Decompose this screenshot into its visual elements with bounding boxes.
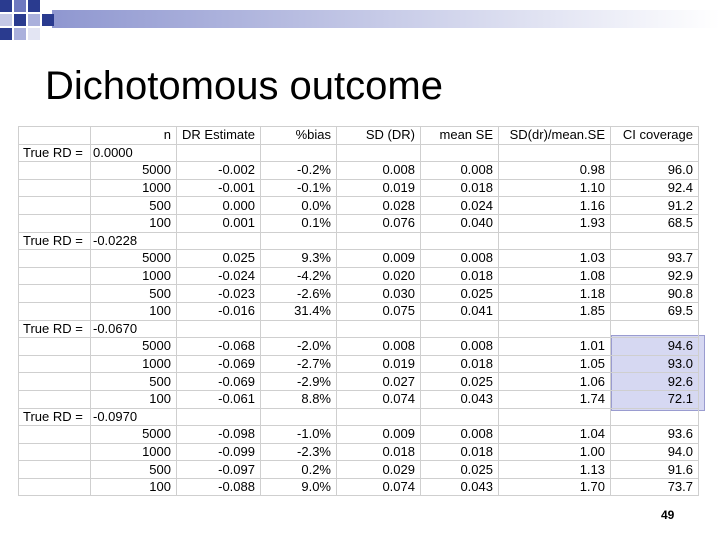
cell-mean-se: 0.025 [421,373,499,391]
empty-cell [177,320,261,338]
row-label-blank [19,285,91,303]
header-sd-dr: SD (DR) [337,127,421,145]
cell-sd-ratio: 1.18 [499,285,611,303]
table-row [19,478,699,496]
row-label-blank [19,478,91,496]
cell-ci-coverage: 73.7 [611,478,699,496]
row-label-blank [19,461,91,479]
empty-cell [177,232,261,250]
cell-sd-dr: 0.009 [337,250,421,268]
empty-cell [421,232,499,250]
cell-pct-bias: 31.4% [261,302,337,320]
cell-dr-estimate: 0.000 [177,197,261,215]
cell-sd-ratio: 1.01 [499,338,611,356]
cell-sd-ratio: 1.16 [499,197,611,215]
cell-pct-bias: 9.3% [261,250,337,268]
row-label-blank [19,214,91,232]
cell-ci-coverage: 92.9 [611,267,699,285]
cell-dr-estimate: -0.098 [177,426,261,444]
cell-pct-bias: -0.1% [261,179,337,197]
header-decoration [0,0,720,40]
cell-sd-dr: 0.008 [337,338,421,356]
cell-sd-ratio: 0.98 [499,162,611,180]
cell-ci-coverage: 93.7 [611,250,699,268]
empty-cell [261,144,337,162]
page-number: 49 [661,508,675,522]
table-row [19,338,699,356]
cell-n: 100 [91,302,177,320]
table-row [19,355,699,373]
cell-mean-se: 0.024 [421,197,499,215]
empty-cell [337,232,421,250]
cell-ci-coverage: 94.6 [611,338,699,356]
header-pct-bias: %bias [261,127,337,145]
cell-sd-ratio: 1.93 [499,214,611,232]
empty-cell [261,232,337,250]
cell-sd-dr: 0.008 [337,162,421,180]
cell-dr-estimate: 0.001 [177,214,261,232]
cell-sd-dr: 0.074 [337,478,421,496]
cell-mean-se: 0.008 [421,426,499,444]
group-header-row [19,144,699,162]
empty-cell [337,408,421,426]
cell-pct-bias: 9.0% [261,478,337,496]
cell-dr-estimate: -0.097 [177,461,261,479]
cell-dr-estimate: -0.099 [177,443,261,461]
empty-cell [421,320,499,338]
true-rd-label: True RD = [19,408,91,426]
results-grid [18,126,699,496]
cell-ci-coverage: 91.6 [611,461,699,479]
cell-sd-dr: 0.009 [337,426,421,444]
cell-sd-ratio: 1.70 [499,478,611,496]
cell-n: 100 [91,478,177,496]
cell-n: 1000 [91,267,177,285]
row-label-blank [19,179,91,197]
cell-sd-dr: 0.074 [337,390,421,408]
true-rd-value: -0.0970 [91,408,177,426]
header-cell-blank [19,127,91,145]
cell-mean-se: 0.018 [421,443,499,461]
cell-mean-se: 0.025 [421,285,499,303]
table-row [19,285,699,303]
table-row [19,179,699,197]
row-label-blank [19,443,91,461]
cell-dr-estimate: -0.016 [177,302,261,320]
cell-n: 100 [91,390,177,408]
cell-ci-coverage: 69.5 [611,302,699,320]
row-label-blank [19,373,91,391]
cell-n: 5000 [91,162,177,180]
cell-sd-ratio: 1.10 [499,179,611,197]
cell-mean-se: 0.018 [421,179,499,197]
empty-cell [499,144,611,162]
cell-pct-bias: -2.9% [261,373,337,391]
table-row [19,426,699,444]
cell-n: 500 [91,285,177,303]
row-label-blank [19,267,91,285]
row-label-blank [19,426,91,444]
cell-ci-coverage: 92.4 [611,179,699,197]
cell-dr-estimate: -0.068 [177,338,261,356]
table-row [19,250,699,268]
cell-pct-bias: -2.7% [261,355,337,373]
cell-sd-ratio: 1.08 [499,267,611,285]
empty-cell [611,232,699,250]
cell-mean-se: 0.008 [421,162,499,180]
cell-sd-dr: 0.029 [337,461,421,479]
table-row [19,267,699,285]
cell-sd-ratio: 1.04 [499,426,611,444]
cell-dr-estimate: -0.061 [177,390,261,408]
group-header-row [19,408,699,426]
cell-pct-bias: 0.1% [261,214,337,232]
cell-dr-estimate: -0.001 [177,179,261,197]
cell-n: 1000 [91,355,177,373]
cell-sd-dr: 0.020 [337,267,421,285]
cell-dr-estimate: -0.023 [177,285,261,303]
cell-sd-ratio: 1.05 [499,355,611,373]
cell-dr-estimate: 0.025 [177,250,261,268]
true-rd-label: True RD = [19,232,91,250]
cell-pct-bias: -1.0% [261,426,337,444]
cell-ci-coverage: 94.0 [611,443,699,461]
cell-sd-dr: 0.019 [337,179,421,197]
table-row [19,197,699,215]
cell-pct-bias: 8.8% [261,390,337,408]
cell-mean-se: 0.043 [421,478,499,496]
empty-cell [499,408,611,426]
cell-sd-dr: 0.076 [337,214,421,232]
row-label-blank [19,390,91,408]
cell-dr-estimate: -0.024 [177,267,261,285]
cell-mean-se: 0.018 [421,355,499,373]
cell-mean-se: 0.043 [421,390,499,408]
header-dr-estimate: DR Estimate [177,127,261,145]
cell-sd-dr: 0.018 [337,443,421,461]
cell-n: 5000 [91,250,177,268]
table-row [19,302,699,320]
row-label-blank [19,338,91,356]
cell-ci-coverage: 93.0 [611,355,699,373]
cell-dr-estimate: -0.069 [177,355,261,373]
cell-dr-estimate: -0.002 [177,162,261,180]
empty-cell [261,408,337,426]
header-ci-coverage: CI coverage [611,127,699,145]
group-header-row [19,320,699,338]
cell-n: 500 [91,373,177,391]
table-header-row [19,127,699,145]
cell-pct-bias: -4.2% [261,267,337,285]
table-row [19,443,699,461]
cell-pct-bias: 0.2% [261,461,337,479]
header-sd-ratio: SD(dr)/mean.SE [499,127,611,145]
empty-cell [337,144,421,162]
empty-cell [421,144,499,162]
cell-ci-coverage: 72.1 [611,390,699,408]
cell-sd-ratio: 1.06 [499,373,611,391]
cell-n: 5000 [91,338,177,356]
cell-n: 5000 [91,426,177,444]
empty-cell [177,144,261,162]
true-rd-value: -0.0228 [91,232,177,250]
cell-pct-bias: -2.3% [261,443,337,461]
empty-cell [499,232,611,250]
cell-sd-ratio: 1.13 [499,461,611,479]
row-label-blank [19,250,91,268]
cell-ci-coverage: 91.2 [611,197,699,215]
cell-n: 100 [91,214,177,232]
results-table [18,126,698,498]
empty-cell [611,320,699,338]
cell-ci-coverage: 93.6 [611,426,699,444]
cell-sd-dr: 0.019 [337,355,421,373]
cell-sd-ratio: 1.85 [499,302,611,320]
empty-cell [421,408,499,426]
row-label-blank [19,302,91,320]
cell-pct-bias: 0.0% [261,197,337,215]
empty-cell [499,320,611,338]
slide-title: Dichotomous outcome [45,64,443,108]
cell-n: 500 [91,461,177,479]
cell-sd-dr: 0.027 [337,373,421,391]
row-label-blank [19,162,91,180]
table-row [19,373,699,391]
cell-n: 500 [91,197,177,215]
cell-ci-coverage: 92.6 [611,373,699,391]
empty-cell [611,144,699,162]
cell-sd-dr: 0.030 [337,285,421,303]
table-row [19,390,699,408]
empty-cell [611,408,699,426]
cell-dr-estimate: -0.088 [177,478,261,496]
cell-n: 1000 [91,443,177,461]
empty-cell [177,408,261,426]
row-label-blank [19,355,91,373]
header-n: n [91,127,177,145]
cell-dr-estimate: -0.069 [177,373,261,391]
empty-cell [261,320,337,338]
true-rd-label: True RD = [19,320,91,338]
empty-cell [337,320,421,338]
cell-n: 1000 [91,179,177,197]
cell-mean-se: 0.008 [421,250,499,268]
cell-mean-se: 0.040 [421,214,499,232]
cell-sd-ratio: 1.03 [499,250,611,268]
cell-sd-dr: 0.028 [337,197,421,215]
cell-sd-dr: 0.075 [337,302,421,320]
cell-mean-se: 0.025 [421,461,499,479]
cell-ci-coverage: 68.5 [611,214,699,232]
cell-mean-se: 0.041 [421,302,499,320]
table-row [19,162,699,180]
cell-mean-se: 0.008 [421,338,499,356]
table-row [19,214,699,232]
header-mean-se: mean SE [421,127,499,145]
cell-ci-coverage: 90.8 [611,285,699,303]
cell-sd-ratio: 1.00 [499,443,611,461]
table-row [19,461,699,479]
cell-pct-bias: -2.6% [261,285,337,303]
cell-pct-bias: -2.0% [261,338,337,356]
group-header-row [19,232,699,250]
cell-sd-ratio: 1.74 [499,390,611,408]
row-label-blank [19,197,91,215]
cell-pct-bias: -0.2% [261,162,337,180]
cell-ci-coverage: 96.0 [611,162,699,180]
true-rd-value: 0.0000 [91,144,177,162]
true-rd-value: -0.0670 [91,320,177,338]
true-rd-label: True RD = [19,144,91,162]
cell-mean-se: 0.018 [421,267,499,285]
